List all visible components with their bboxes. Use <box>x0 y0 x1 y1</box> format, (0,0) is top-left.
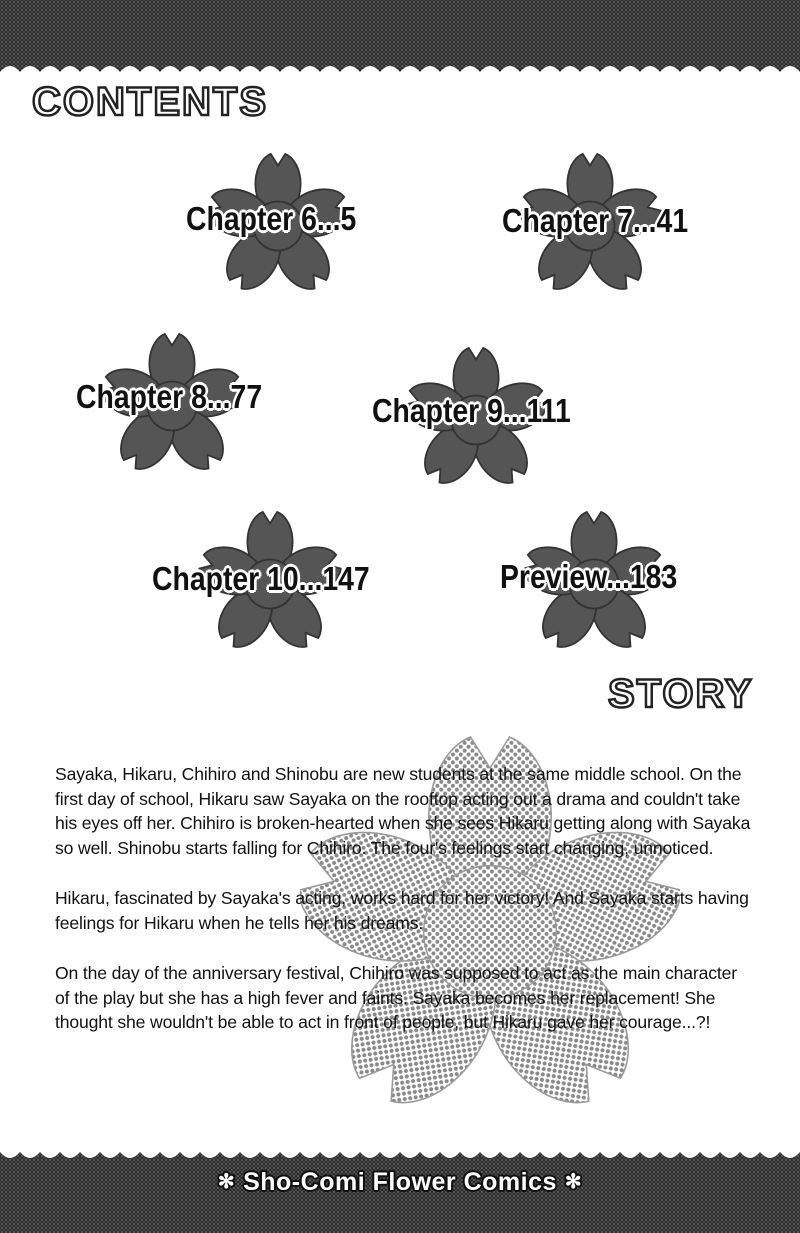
toc-item-chapter-6[interactable] <box>178 142 378 302</box>
bottom-scallop-edge <box>0 1140 800 1164</box>
story-paragraph: Hikaru, fascinated by Sayaka's acting, works hard for her victory! And Sayaka starts having feelings for Hikaru when he tells her his dreams. <box>55 888 749 933</box>
toc-item-chapter-9[interactable] <box>370 336 570 496</box>
toc-item-label: Chapter 8...77 <box>76 378 263 415</box>
story-paragraph: On the day of the anniversary festival, Chihiro was supposed to act as the main character of the play but she has a high fever and faints. Sayaka becomes her replacement! She thought she wouldn't be able to act in front of people, but Hikaru gave her courage...?! <box>55 963 737 1032</box>
toc-item-chapter-8[interactable] <box>72 322 272 482</box>
contents-heading: CONTENTS <box>32 80 268 124</box>
toc-item-chapter-10[interactable] <box>150 500 370 660</box>
toc-item-label: Chapter 7...41 <box>502 202 689 239</box>
toc-item-chapter-7[interactable] <box>500 142 700 302</box>
story-text <box>55 762 755 1061</box>
asterisk-icon: ✻ <box>217 1171 236 1193</box>
toc-item-label: Chapter 6...5 <box>186 200 357 237</box>
toc-item-preview[interactable] <box>498 500 698 660</box>
footer-publisher-title <box>0 1168 800 1197</box>
story-paragraph: Sayaka, Hikaru, Chihiro and Shinobu are new students at the same middle school. On the first day of school, Hikaru saw Sayaka on the rooftop acting out a drama and couldn't take his eyes off her. Chihiro is broken-hearted when she sees Hikaru getting along with Sayaka so well. Shinobu starts falling for Chihiro. The four's feelings start changing, unnoticed. <box>55 764 751 858</box>
asterisk-icon: ✻ <box>564 1171 583 1193</box>
footer-title-text: Sho-Comi Flower Comics <box>243 1168 557 1196</box>
toc-item-label: Chapter 9...111 <box>372 392 571 429</box>
toc-item-label: Preview...183 <box>500 558 678 595</box>
toc-item-label: Chapter 10...147 <box>152 560 370 597</box>
story-heading: STORY <box>608 672 754 716</box>
